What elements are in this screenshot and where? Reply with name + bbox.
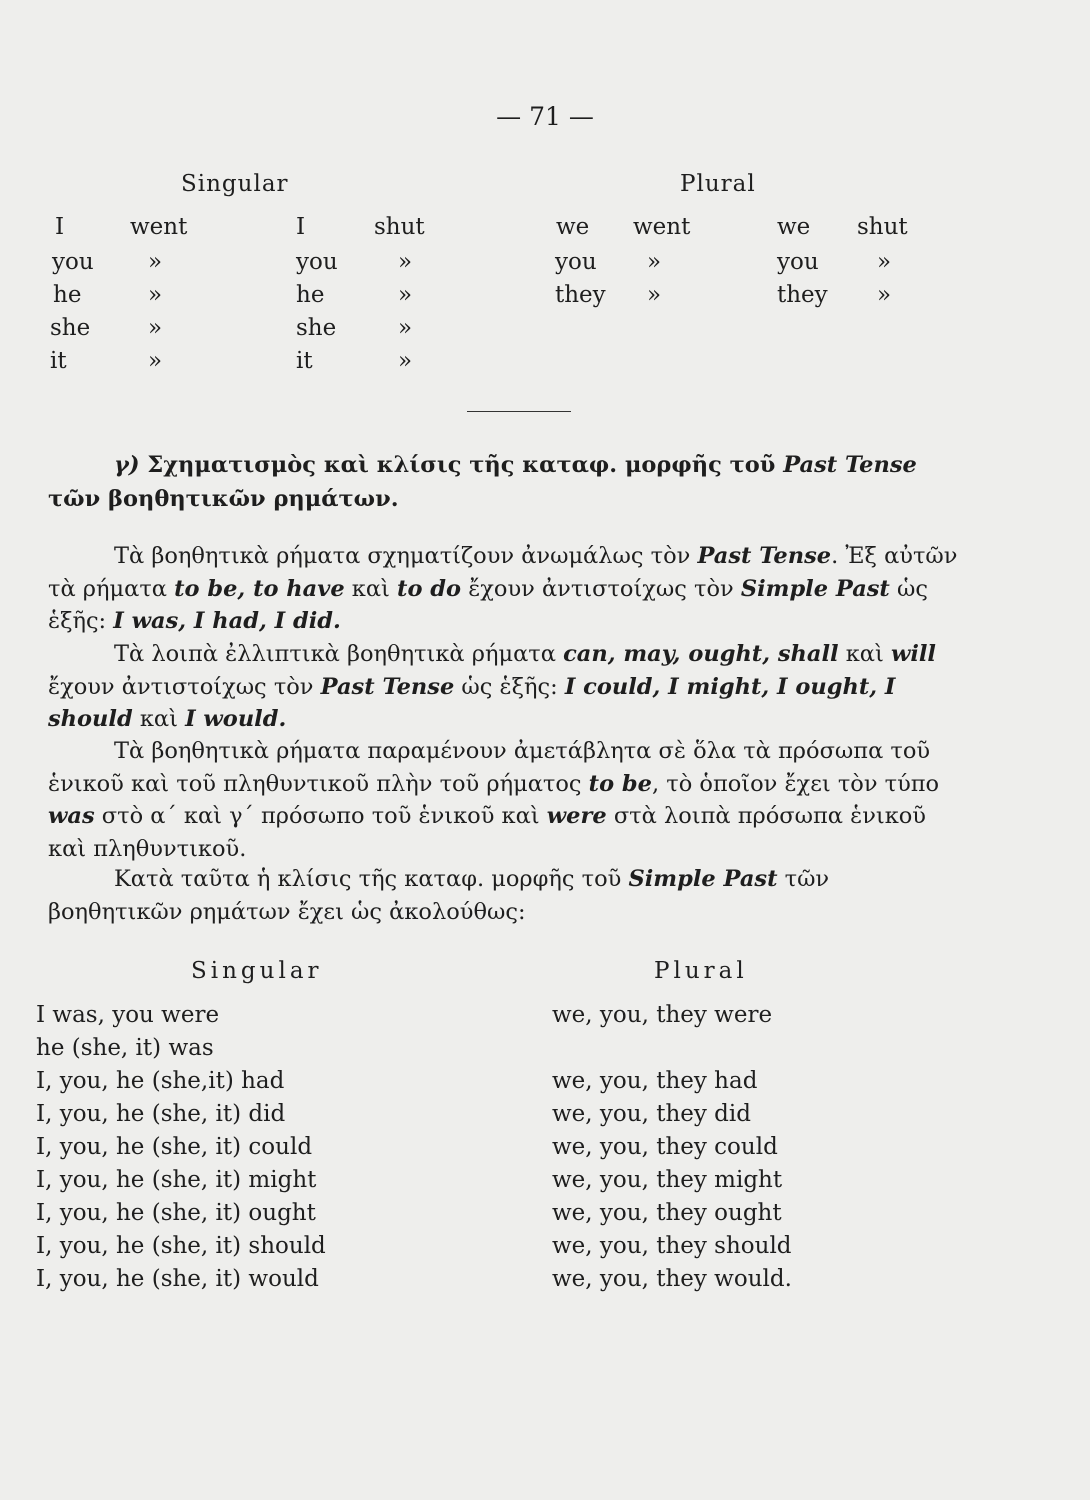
- text: ἔχουν ἀντιστοίχως τὸν: [468, 575, 734, 602]
- table1-cell: we: [556, 214, 590, 240]
- table2-singular-row: I, you, he (she, it) would: [36, 1266, 319, 1292]
- term: Past Tense: [320, 673, 455, 700]
- table1-cell: they: [777, 282, 828, 308]
- table1-header-plural: Plural: [680, 171, 756, 197]
- table1-cell: »: [647, 249, 662, 275]
- text: τῶν βοηθητικῶν ρημάτων ἔχει ὡς ἀκολούθως:: [48, 866, 830, 925]
- term: was: [48, 803, 95, 829]
- section-title-term: Past Tense: [783, 452, 917, 478]
- term: can, may, ought, shall: [563, 641, 839, 667]
- text: , τὸ ὁποῖον ἔχει τὸν τύπο: [651, 770, 940, 797]
- text: ὡς ἑξῆς:: [461, 673, 558, 700]
- table2-singular-row: I, you, he (she, it) should: [36, 1233, 326, 1259]
- text: Τὰ λοιπὰ ἐλλιπτικὰ βοηθητικὰ ρήματα: [114, 641, 556, 667]
- table2-header-singular: Singular: [191, 958, 323, 984]
- text: καὶ: [139, 706, 178, 732]
- table1-cell: »: [148, 348, 163, 374]
- table1-cell: »: [877, 282, 892, 308]
- table1-cell: he: [296, 282, 325, 308]
- table1-cell: »: [398, 249, 413, 275]
- term: to do: [397, 575, 462, 602]
- table1-cell: went: [633, 214, 691, 240]
- term: Simple Past: [628, 866, 778, 892]
- section-title-text: τῶν βοηθητικῶν ρημάτων.: [48, 486, 399, 512]
- table2-singular-row: I was, you were: [36, 1002, 220, 1028]
- table1-cell: went: [130, 214, 188, 240]
- table1-cell: shut: [374, 214, 425, 240]
- table2-plural-row: we, you, they ought: [552, 1200, 782, 1226]
- table2-plural-row: we, you, they would.: [552, 1266, 792, 1292]
- text: Τὰ βοηθητικὰ ρήματα σχηματίζουν ἀνωμάλως τὸν: [114, 543, 691, 569]
- table1-cell: shut: [857, 214, 908, 240]
- table2-singular-row: I, you, he (she,it) had: [36, 1068, 285, 1094]
- table1-cell: »: [148, 282, 163, 308]
- section-label: γ): [114, 452, 140, 478]
- table1-cell: she: [296, 315, 337, 341]
- text: καὶ: [845, 641, 884, 667]
- table1-cell: she: [50, 315, 91, 341]
- table1-cell: you: [555, 249, 597, 275]
- table1-cell: »: [877, 249, 892, 275]
- table2-singular-row: I, you, he (she, it) did: [36, 1101, 286, 1127]
- table1-cell: it: [50, 348, 67, 374]
- text: στὰ λοιπὰ πρόσωπα ἑνικοῦ καὶ πληθυντικοῦ.: [48, 803, 926, 862]
- table2-singular-row: I, you, he (she, it) ought: [36, 1200, 316, 1226]
- table2-plural-row: we, you, they should: [552, 1233, 792, 1259]
- table1-cell: »: [398, 348, 413, 374]
- table1-cell: we: [777, 214, 811, 240]
- term: I was, I had, I did.: [113, 608, 341, 634]
- paragraph-4: [48, 863, 958, 928]
- paragraph-2: [48, 638, 958, 736]
- table1-cell: I: [296, 214, 306, 240]
- table1-cell: »: [398, 315, 413, 341]
- text: Κατὰ ταῦτα ἡ κλίσις τῆς καταφ. μορφῆς τοῦ: [114, 866, 622, 892]
- section-title: [48, 448, 958, 516]
- table1-cell: you: [52, 249, 94, 275]
- text: ὡς ἑξῆς:: [48, 575, 928, 634]
- table2-plural-row: we, you, they might: [552, 1167, 783, 1193]
- text: Τὰ βοηθητικὰ ρήματα παραμένουν ἀμετάβλητα σὲ ὅλα τὰ πρόσωπα τοῦ ἑνικοῦ καὶ τοῦ πληθυντικοῦ πλὴν τοῦ ρήματος: [48, 738, 931, 797]
- table2-plural-row: we, you, they could: [552, 1134, 778, 1160]
- table1-cell: »: [647, 282, 662, 308]
- table2-plural-row: we, you, they did: [552, 1101, 751, 1127]
- term: will: [890, 641, 936, 667]
- table2-singular-row: I, you, he (she, it) might: [36, 1167, 317, 1193]
- paragraph-3: [48, 735, 958, 865]
- term: Simple Past: [740, 575, 890, 602]
- term: to be: [588, 770, 652, 797]
- term: I would.: [185, 706, 287, 732]
- table1-cell: it: [296, 348, 313, 374]
- section-divider: [467, 411, 571, 412]
- paragraph-1: [48, 540, 958, 638]
- table1-cell: I: [55, 214, 65, 240]
- text: . Ἐξ αὐτῶν τὰ ρήματα: [48, 543, 958, 602]
- table2-plural-row: we, you, they were: [552, 1002, 773, 1028]
- page-number: — 71 —: [496, 102, 594, 131]
- table1-cell: »: [148, 249, 163, 275]
- table1-cell: they: [555, 282, 606, 308]
- section-title-text: Σχηματισμὸς καὶ κλίσις τῆς καταφ. μορφῆς τοῦ: [147, 452, 776, 478]
- table1-cell: he: [53, 282, 82, 308]
- term: Past Tense: [697, 543, 832, 569]
- text: ἔχουν ἀντιστοίχως τὸν: [48, 673, 314, 700]
- table1-cell: »: [148, 315, 163, 341]
- term: I could, I might, I ought, I should: [48, 673, 896, 732]
- term: to be, to have: [174, 575, 345, 602]
- table2-plural-row: we, you, they had: [552, 1068, 758, 1094]
- text: στὸ α΄ καὶ γ΄ πρόσωπο τοῦ ἑνικοῦ καὶ: [101, 803, 540, 829]
- term: were: [546, 803, 607, 829]
- table2-header-plural: Plural: [654, 958, 748, 984]
- table1-cell: »: [398, 282, 413, 308]
- table1-cell: you: [777, 249, 819, 275]
- table1-cell: you: [296, 249, 338, 275]
- table1-header-singular: Singular: [181, 171, 289, 197]
- table2-singular-row: he (she, it) was: [36, 1035, 214, 1061]
- table2-singular-row: I, you, he (she, it) could: [36, 1134, 313, 1160]
- text: καὶ: [351, 575, 390, 602]
